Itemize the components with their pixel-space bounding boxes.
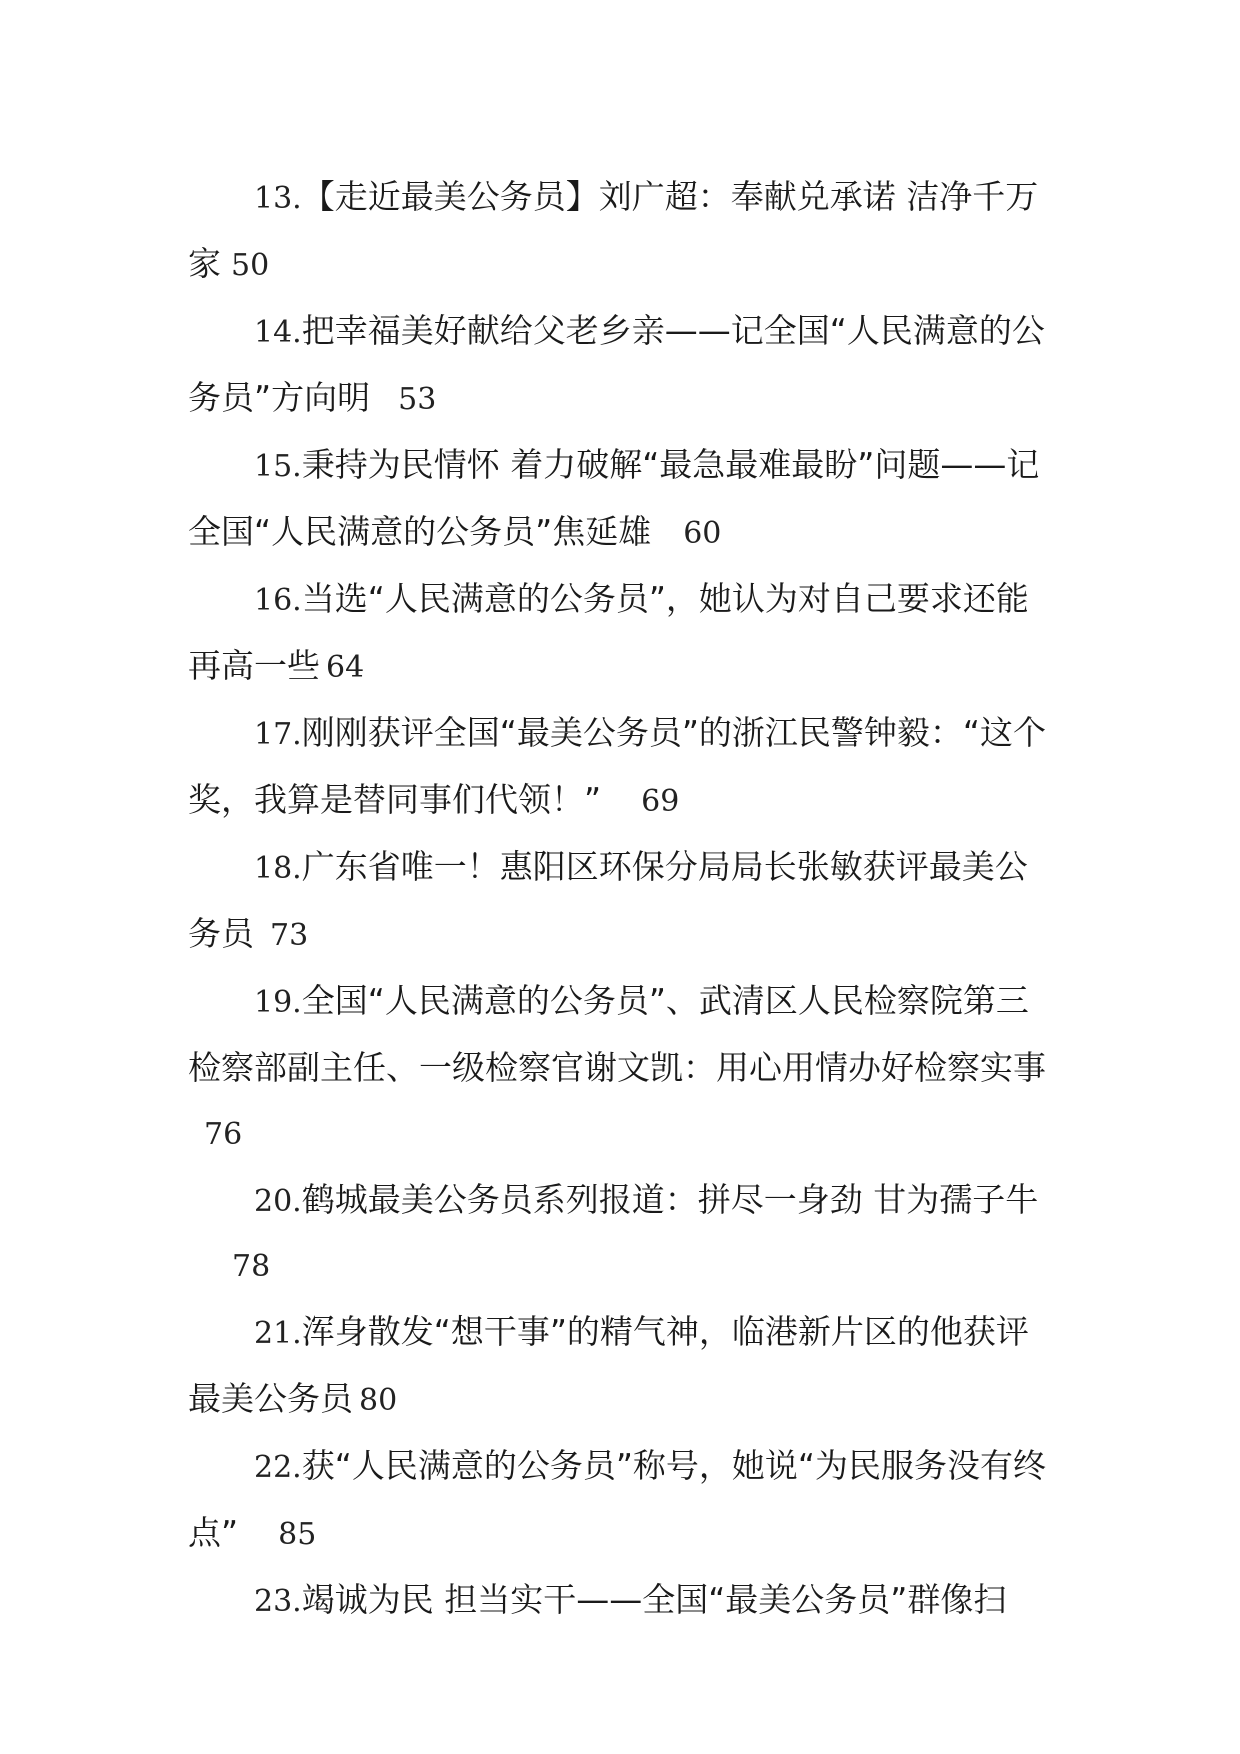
entry-title: 把幸福美好献给父老乡亲——记全国“人民满意的公务员”方向明 [188,311,1045,417]
entry-title: 广东省唯一！惠阳区环保分局局长张敏获评最美公务员 [188,847,1028,953]
entry-number: 16. [254,583,302,618]
entry-number: 19. [254,985,302,1020]
entry-title: 浑身散发“想干事”的精气神，临港新片区的他获评最美公务员 [188,1312,1029,1418]
entry-title: 【走近最美公务员】刘广超：奉献兑承诺 洁净千万家 [188,177,1039,283]
entry-page-number: 69 [641,784,680,819]
toc-entry-23 [188,1567,1056,1634]
entry-title: 秉持为民情怀 着力破解“最急最难最盼”问题——记全国“人民满意的公务员”焦延雄 [188,445,1040,551]
entry-number: 15. [254,449,302,484]
toc-entry-16 [188,566,1056,700]
entry-title: 全国“人民满意的公务员”、武清区人民检察院第三检察部副主任、一级检察官谢文凯：用心用情办好检察实事 [188,981,1046,1087]
toc-entry-19 [188,968,1056,1167]
entry-number: 21. [254,1316,302,1351]
entry-number: 23. [254,1584,302,1619]
toc-entry-15 [188,432,1056,566]
entry-page-number: 50 [231,248,270,283]
entry-title: 刚刚获评全国“最美公务员”的浙江民警钟毅：“这个奖，我算是替同事们代领！” [188,713,1047,819]
entry-page-number: 64 [326,650,365,685]
entry-number: 18. [254,851,302,886]
entry-page-number: 53 [398,382,437,417]
entry-number: 17. [254,717,302,752]
entry-number: 14. [254,315,302,350]
toc-entry-21 [188,1299,1056,1433]
entry-title: 当选“人民满意的公务员”，她认为对自己要求还能再高一些 [188,579,1029,685]
entry-page-number: 85 [278,1517,317,1552]
entry-page-number: 73 [270,918,309,953]
entry-title: 鹤城最美公务员系列报道：拼尽一身劲 甘为孺子牛 [301,1180,1039,1219]
entry-page-number: 80 [359,1383,398,1418]
entry-number: 13. [254,181,302,216]
toc-entry-18 [188,834,1056,968]
toc-entry-13 [188,164,1056,298]
table-of-contents [188,164,1056,1634]
entry-number: 20. [254,1184,302,1219]
entry-page-number: 60 [683,516,722,551]
entry-page-number: 78 [232,1249,271,1284]
toc-entry-22 [188,1433,1056,1567]
toc-entry-17 [188,700,1056,834]
entry-number: 22. [254,1450,302,1485]
entry-title: 获“人民满意的公务员”称号，她说“为民服务没有终点” [188,1446,1047,1552]
toc-entry-14 [188,298,1056,432]
toc-entry-20 [188,1167,1056,1299]
entry-title: 竭诚为民 担当实干——全国“最美公务员”群像扫 [301,1580,1007,1619]
entry-page-number: 76 [204,1117,243,1152]
